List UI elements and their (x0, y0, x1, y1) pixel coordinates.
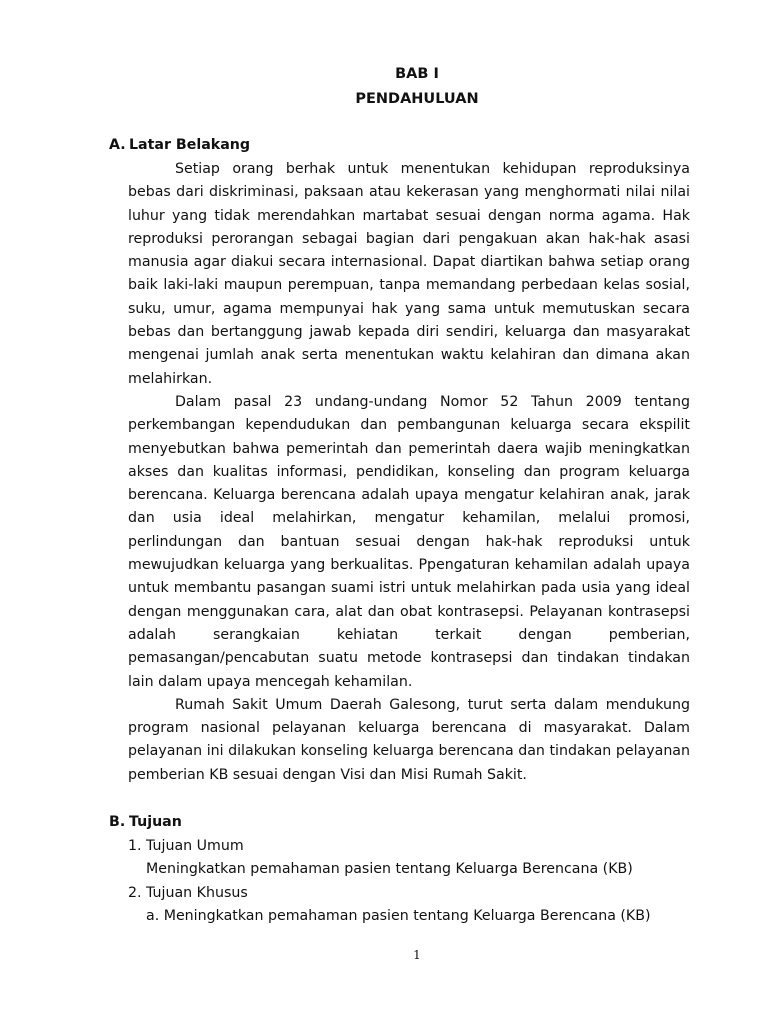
section-b-heading (109, 814, 182, 830)
section-b-letter: B. (109, 814, 126, 830)
paragraph-1: Setiap orang berhak untuk menentukan kehidupan reproduksinya bebas dari diskriminasi, paksaan atau kekerasan yang menghormati nilai nilai luhur yang tidak merendahkan martabat sesuai dengan norma agama. Hak reproduksi perorangan sebagai bagian dari pengakuan akan hak-hak asasi manusia agar diakui secara internasional. Dapat diartikan bahwa setiap orang baik laki-laki maupun perempuan, tanpa memandang perbedaan kelas sosial, suku, umur, agama mempunyai hak yang sama untuk memutuskan secara bebas dan bertanggung jawab kepada diri sendiri, keluarga dan masyarakat mengenai jumlah anak serta menentukan waktu kelahiran dan dimana akan melahirkan. (128, 161, 690, 387)
paragraph-2: Dalam pasal 23 undang-undang Nomor 52 Tahun 2009 tentang perkembangan kependudukan dan pembangunan keluarga secara ekspilit menyebutkan bahwa pemerintah dan pemerintah daera wajib meningkatkan akses dan kualitas informasi, pendidikan, konseling dan program keluarga berencana. Keluarga berencana adalah upaya mengatur kelahiran anak, jarak dan usia ideal melahirkan, mengatur kehamilan, melalui promosi, perlindungan dan bantuan sesuai dengan hak-hak reproduksi untuk mewujudkan keluarga yang berkualitas. Ppengaturan kehamilan adalah upaya untuk membantu pasangan suami istri untuk melahirkan pada usia yang ideal dengan menggunakan cara, alat dan obat kontrasepsi. Pelayanan kontrasepsi adalah serangkaian kehiatan terkait dengan pemberian, pemasangan/pencabutan suatu metode kontrasepsi dan tindakan tindakan lain dalam upaya mencegah kehamilan. (128, 393, 690, 690)
section-b-list (128, 835, 690, 928)
paragraph-3: Rumah Sakit Umum Daerah Galesong, turut serta dalam mendukung program nasional pelayanan keluarga berencana di masyarakat. Dalam pelayanan ini dilakukan konseling keluarga berencana dan tindakan pelayanan pemberian KB sesuai dengan Visi dan Misi Rumah Sakit. (128, 696, 690, 783)
section-a-body (128, 158, 690, 787)
section-a-heading (109, 137, 250, 153)
page-number: 1 (413, 948, 421, 962)
section-a-letter: A. (109, 137, 126, 153)
list-item: 1. Tujuan Umum (128, 838, 244, 854)
section-b-title: Tujuan (129, 814, 182, 830)
chapter-title: PENDAHULUAN (355, 91, 479, 107)
list-item: a. Meningkatkan pemahaman pasien tentang Keluarga Berencana (KB) (146, 907, 651, 924)
chapter-number: BAB I (395, 66, 439, 82)
section-a-title: Latar Belakang (129, 137, 251, 153)
list-item: Meningkatkan pemahaman pasien tentang Keluarga Berencana (KB) (146, 861, 633, 878)
list-item: 2. Tujuan Khusus (128, 884, 248, 901)
